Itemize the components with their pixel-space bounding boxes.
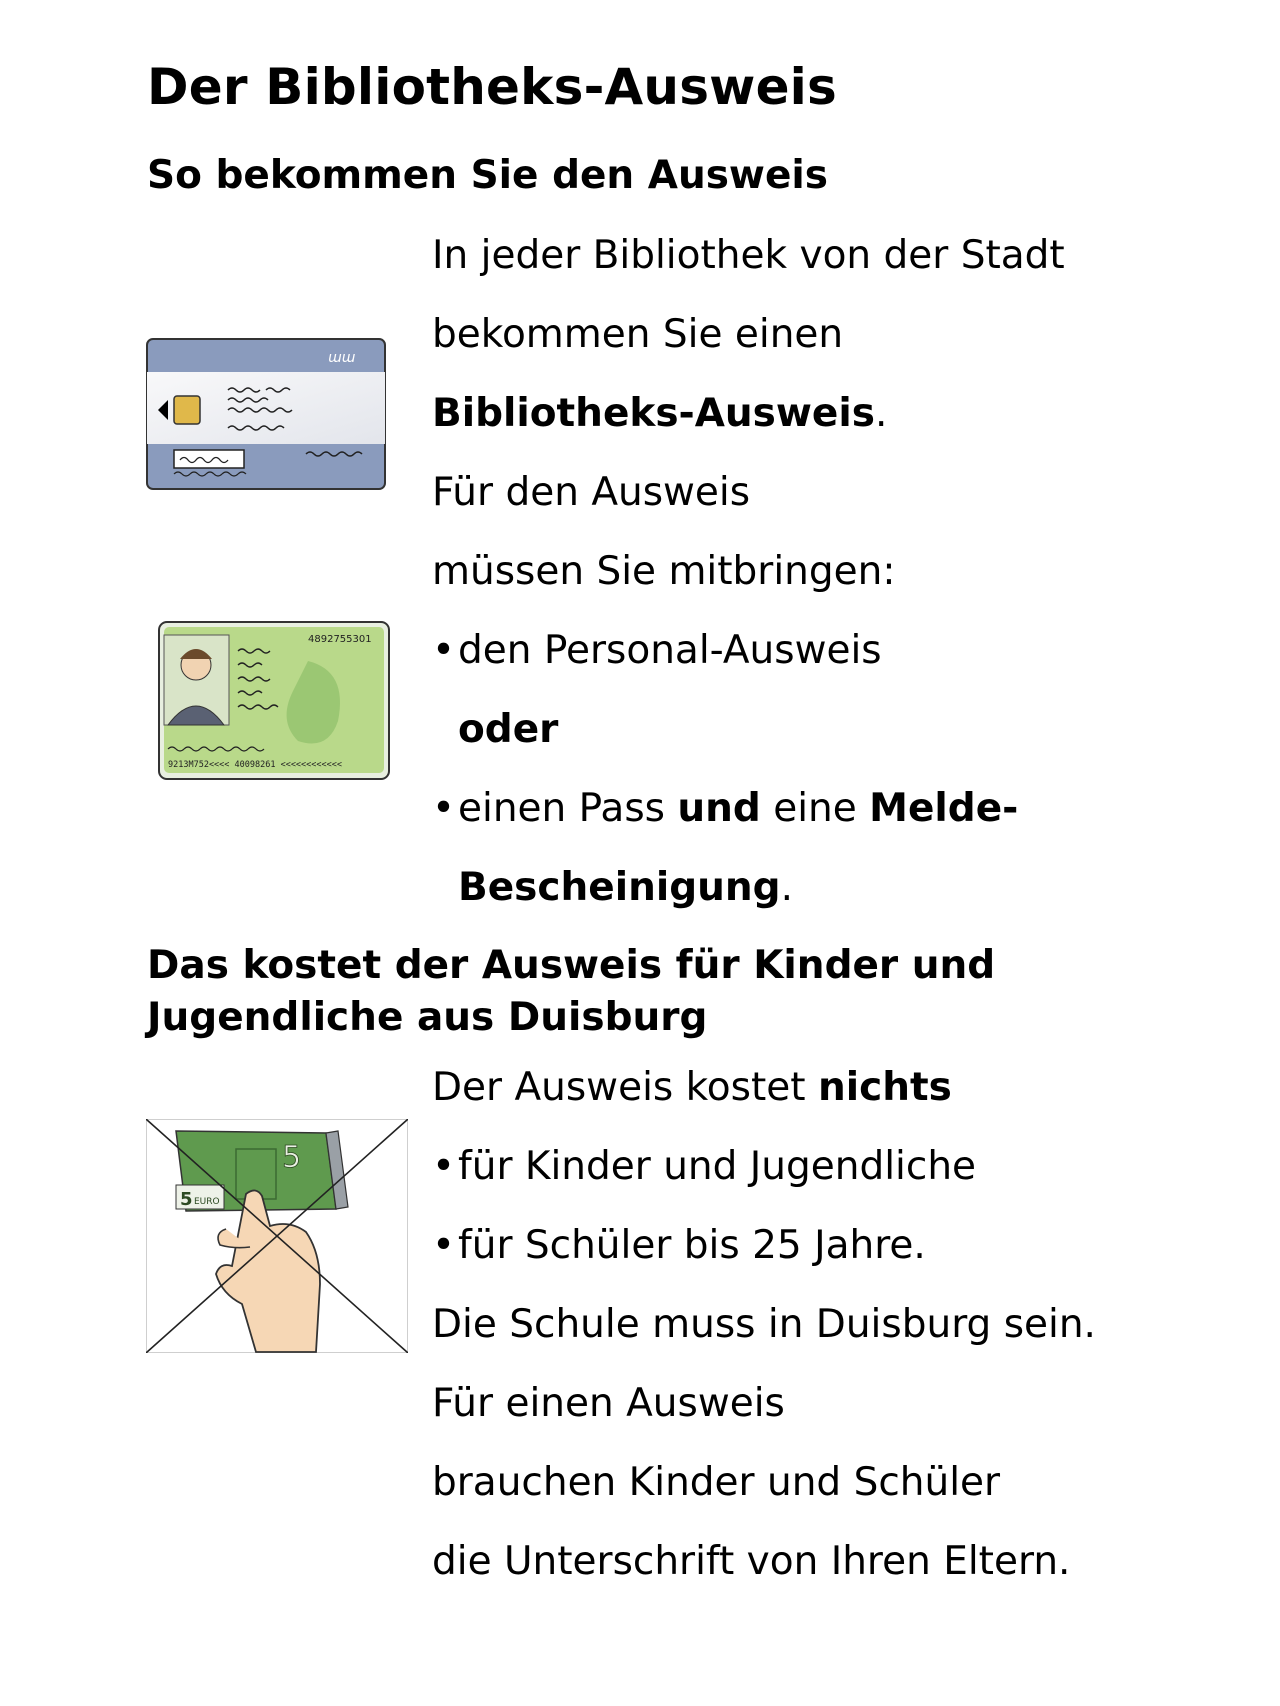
bullet-item [432,625,882,677]
bullet-item [432,1141,976,1193]
bullet-dot: • [432,1144,456,1189]
mrz-line: 9213M752<<<< 40098261 <<<<<<<<<<<< [168,760,342,770]
bold-term: Melde- [869,786,1019,831]
svg-text:5: 5 [282,1140,302,1175]
no-cost-money-illustration [146,1119,408,1353]
text-line: müssen Sie mitbringen: [432,549,896,594]
card-scribble: ɯɯ [328,350,356,366]
bullet-text: für Schüler bis 25 Jahre. [458,1223,926,1268]
text-line: In jeder Bibliothek von der Stadt [432,233,1065,278]
punct: . [780,865,793,910]
bullet-item [432,1220,926,1272]
text-line: Für einen Ausweis [432,1381,785,1426]
text-line: Die Schule muss in Duisburg sein. [432,1302,1096,1347]
text-line: bekommen Sie einen [432,312,844,357]
chip-icon [174,396,200,424]
text-line: die Unterschrift von Ihren Eltern. [432,1539,1071,1584]
text-line [432,388,887,440]
text-line [458,862,793,914]
note-digit: 5 [180,1189,193,1210]
section-heading-cost-line2: Jugendliche aus Duisburg [147,995,708,1040]
oder-text: oder [458,707,559,752]
id-card-illustration [158,621,390,780]
text-line: brauchen Kinder und Schüler [432,1460,1001,1505]
bold-term: Bescheinigung [458,865,781,910]
bullet-dot: • [432,1223,456,1268]
section-heading-get-card: So bekommen Sie den Ausweis [147,153,828,198]
page-title: Der Bibliotheks-Ausweis [147,58,837,116]
note-currency: EURO [194,1197,220,1207]
bold-term: und [677,786,761,831]
bullet-text: für Kinder und Jugendliche [458,1144,977,1189]
bullet-text: einen Pass [458,786,678,831]
text-span: Der Ausweis kostet [432,1065,818,1110]
library-card-illustration [146,338,386,490]
text-line [432,1062,952,1114]
bullet-dot: • [432,628,456,673]
bullet-item [432,783,1018,835]
bullet-text: den Personal-Ausweis [458,628,882,673]
bold-term: nichts [817,1065,952,1110]
bullet-text: eine [760,786,870,831]
text-line: Für den Ausweis [432,470,751,515]
bullet-dot: • [432,786,456,831]
punct: . [874,391,888,436]
id-number: 4892755301 [308,634,372,645]
bold-term: Bibliotheks-Ausweis [432,391,875,436]
section-heading-cost: Das kostet der Ausweis für Kinder und [147,943,996,988]
